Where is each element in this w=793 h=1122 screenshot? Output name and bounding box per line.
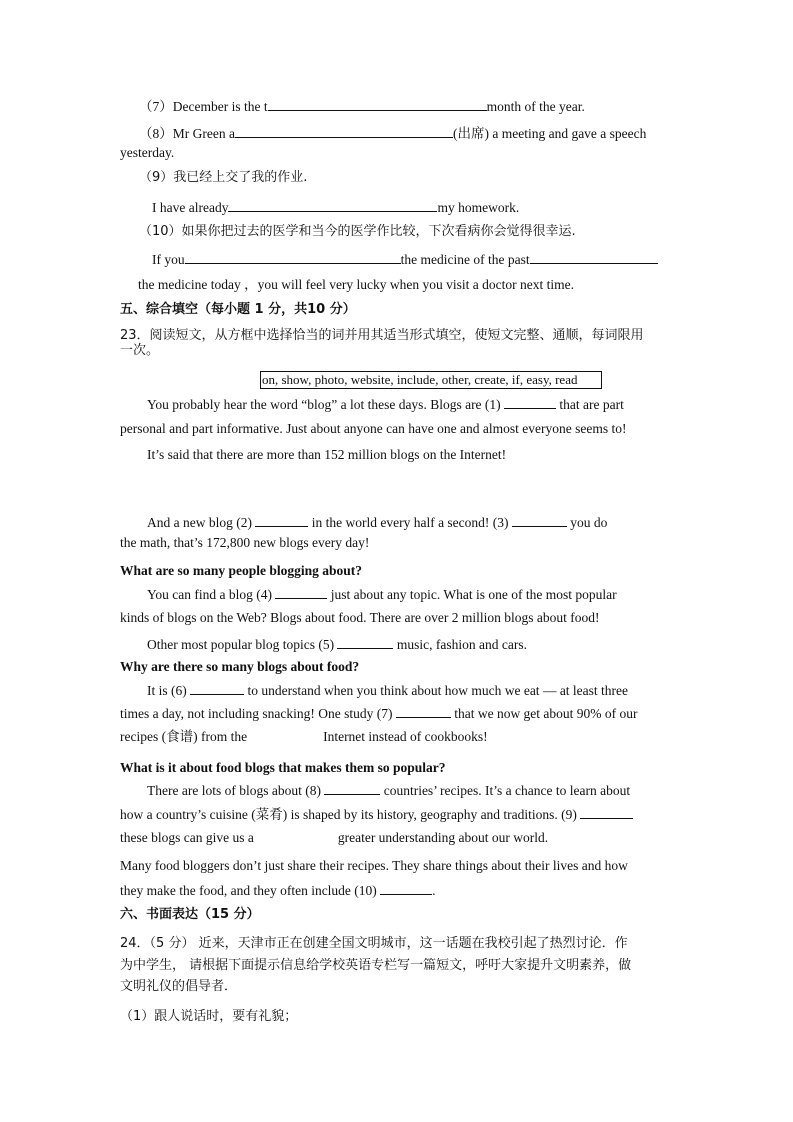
blank-2[interactable] [255, 513, 308, 527]
passage-line: the math, that’s 172,800 new blogs every day! [120, 535, 370, 550]
passage-line [120, 728, 488, 746]
q7-blank[interactable] [268, 97, 487, 111]
q9-chinese [139, 169, 307, 187]
passage-text: how a country’s cuisine (菜肴) is shaped by its history, geography and traditions. (9) [120, 807, 577, 822]
q10-blank-2[interactable] [530, 250, 658, 264]
q23-instruction-continuation: 一次。 [120, 343, 160, 358]
passage-text: You probably hear the word “blog” a lot these days. Blogs are (1) [147, 397, 501, 412]
passage-line: Many food bloggers don’t just share their recipes. They share things about their lives and how [120, 858, 628, 873]
passage-line [120, 805, 633, 824]
passage-line [147, 681, 628, 700]
q7-number: （7） [139, 99, 173, 114]
passage-line [120, 881, 436, 900]
blank-8[interactable] [324, 781, 380, 795]
passage-line [147, 635, 527, 654]
q9-number: （9） [139, 170, 174, 185]
word-bank-box: on, show, photo, website, include, other, create, if, easy, read [260, 371, 602, 389]
passage-text: recipes (食谱) from the [120, 729, 248, 744]
q8-line [139, 124, 646, 143]
q23-instruction-text: 阅读短文，从方框中选择恰当的词并用其适当形式填空，使短文完整、通顺，每词限用 [149, 328, 644, 343]
q10-text-before: If you [152, 252, 185, 267]
passage-text: to understand when you think about how much we eat — at least three [247, 683, 629, 698]
q8-continuation: yesterday. [120, 145, 175, 160]
q8-text-after: (出席) a meeting and gave a speech [452, 126, 647, 141]
q10-text-mid: the medicine of the past [400, 252, 530, 267]
q10-number: （10） [139, 224, 182, 239]
passage-text: that we now get about 90% of our [454, 706, 638, 721]
passage-text: these blogs can give us a [120, 830, 254, 845]
passage-text: times a day, not including snacking! One study (7) [120, 706, 393, 721]
passage-text: It is (6) [147, 683, 187, 698]
section-5-heading: 五、综合填空（每小题 1 分，共10 分） [120, 302, 356, 317]
passage-text: Other most popular blog topics (5) [147, 637, 335, 652]
passage-text: You can find a blog (4) [147, 587, 272, 602]
passage-text: Internet instead of cookbooks! [323, 729, 488, 744]
q8-text-before: Mr Green a [172, 126, 235, 141]
q9-english [152, 198, 519, 217]
q23-number: 23． [120, 328, 150, 343]
blank-3[interactable] [512, 513, 567, 527]
blank-4[interactable] [275, 585, 327, 599]
q9-text-after: my homework. [437, 200, 520, 215]
passage-subheading: What is it about food blogs that makes them so popular? [120, 760, 446, 775]
passage-text: . [432, 883, 436, 898]
q10-english [152, 250, 658, 269]
passage-line [147, 513, 607, 532]
q9-chinese-text: 我已经上交了我的作业. [173, 170, 308, 185]
passage-text: There are lots of blogs about (8) [147, 783, 321, 798]
passage-line [147, 781, 630, 800]
blank-1[interactable] [504, 395, 556, 409]
blank-7[interactable] [396, 704, 451, 718]
passage-subheading: Why are there so many blogs about food? [120, 659, 360, 674]
passage-line: personal and part informative. Just about anyone can have one and almost everyone seems to! [120, 421, 627, 436]
q24-hint: （1）跟人说话时，要有礼貌； [120, 1009, 298, 1024]
q10-chinese [139, 223, 576, 241]
passage-line: It’s said that there are more than 152 million blogs on the Internet! [147, 447, 507, 462]
passage-line [147, 395, 624, 414]
passage-line [120, 704, 638, 723]
q8-blank[interactable] [235, 124, 453, 138]
q10-blank-1[interactable] [185, 250, 401, 264]
passage-subheading: What are so many people blogging about? [120, 563, 363, 578]
q7-line [139, 97, 585, 116]
section-6-heading: 六、书面表达（15 分） [120, 907, 260, 922]
passage-text: And a new blog (2) [147, 515, 252, 530]
q9-text-before: I have already [152, 200, 229, 215]
q24-text-line: 24．（5 分） 近来，天津市正在创建全国文明城市，这一话题在我校引起了热烈讨论．作 [120, 936, 628, 951]
blank-9[interactable] [580, 805, 633, 819]
passage-text: that are part [559, 397, 624, 412]
passage-line [120, 829, 548, 847]
q7-text-before: December is the t [172, 99, 268, 114]
passage-text: music, fashion and cars. [396, 637, 527, 652]
q10-continuation: the medicine today ，you will feel very lucky when you visit a doctor next time. [138, 277, 575, 292]
passage-text: greater understanding about our world. [337, 830, 549, 845]
passage-line: kinds of blogs on the Web? Blogs about food. There are over 2 million blogs about food! [120, 610, 600, 625]
passage-text: in the world every half a second! (3) [311, 515, 509, 530]
q23-instruction [120, 327, 644, 345]
passage-text: they make the food, and they often include (10) [120, 883, 377, 898]
passage-text: you do [570, 515, 608, 530]
blank-6[interactable] [190, 681, 244, 695]
q8-number: （8） [139, 126, 173, 141]
passage-line [147, 585, 617, 604]
q7-text-after: month of the year. [486, 99, 585, 114]
q10-chinese-text: 如果你把过去的医学和当今的医学作比较，下次看病你会觉得很幸运. [181, 224, 576, 239]
passage-text: countries’ recipes. It’s a chance to learn about [383, 783, 631, 798]
q24-text-line: 文明礼仪的倡导者． [120, 979, 238, 994]
passage-text: just about any topic. What is one of the most popular [330, 587, 617, 602]
blank-5[interactable] [337, 635, 393, 649]
q24-text-line: 为中学生， 请根据下面提示信息给学校英语专栏写一篇短文，呼吁大家提升文明素养，做 [120, 958, 632, 973]
blank-10[interactable] [380, 881, 432, 895]
q9-blank[interactable] [228, 198, 437, 212]
